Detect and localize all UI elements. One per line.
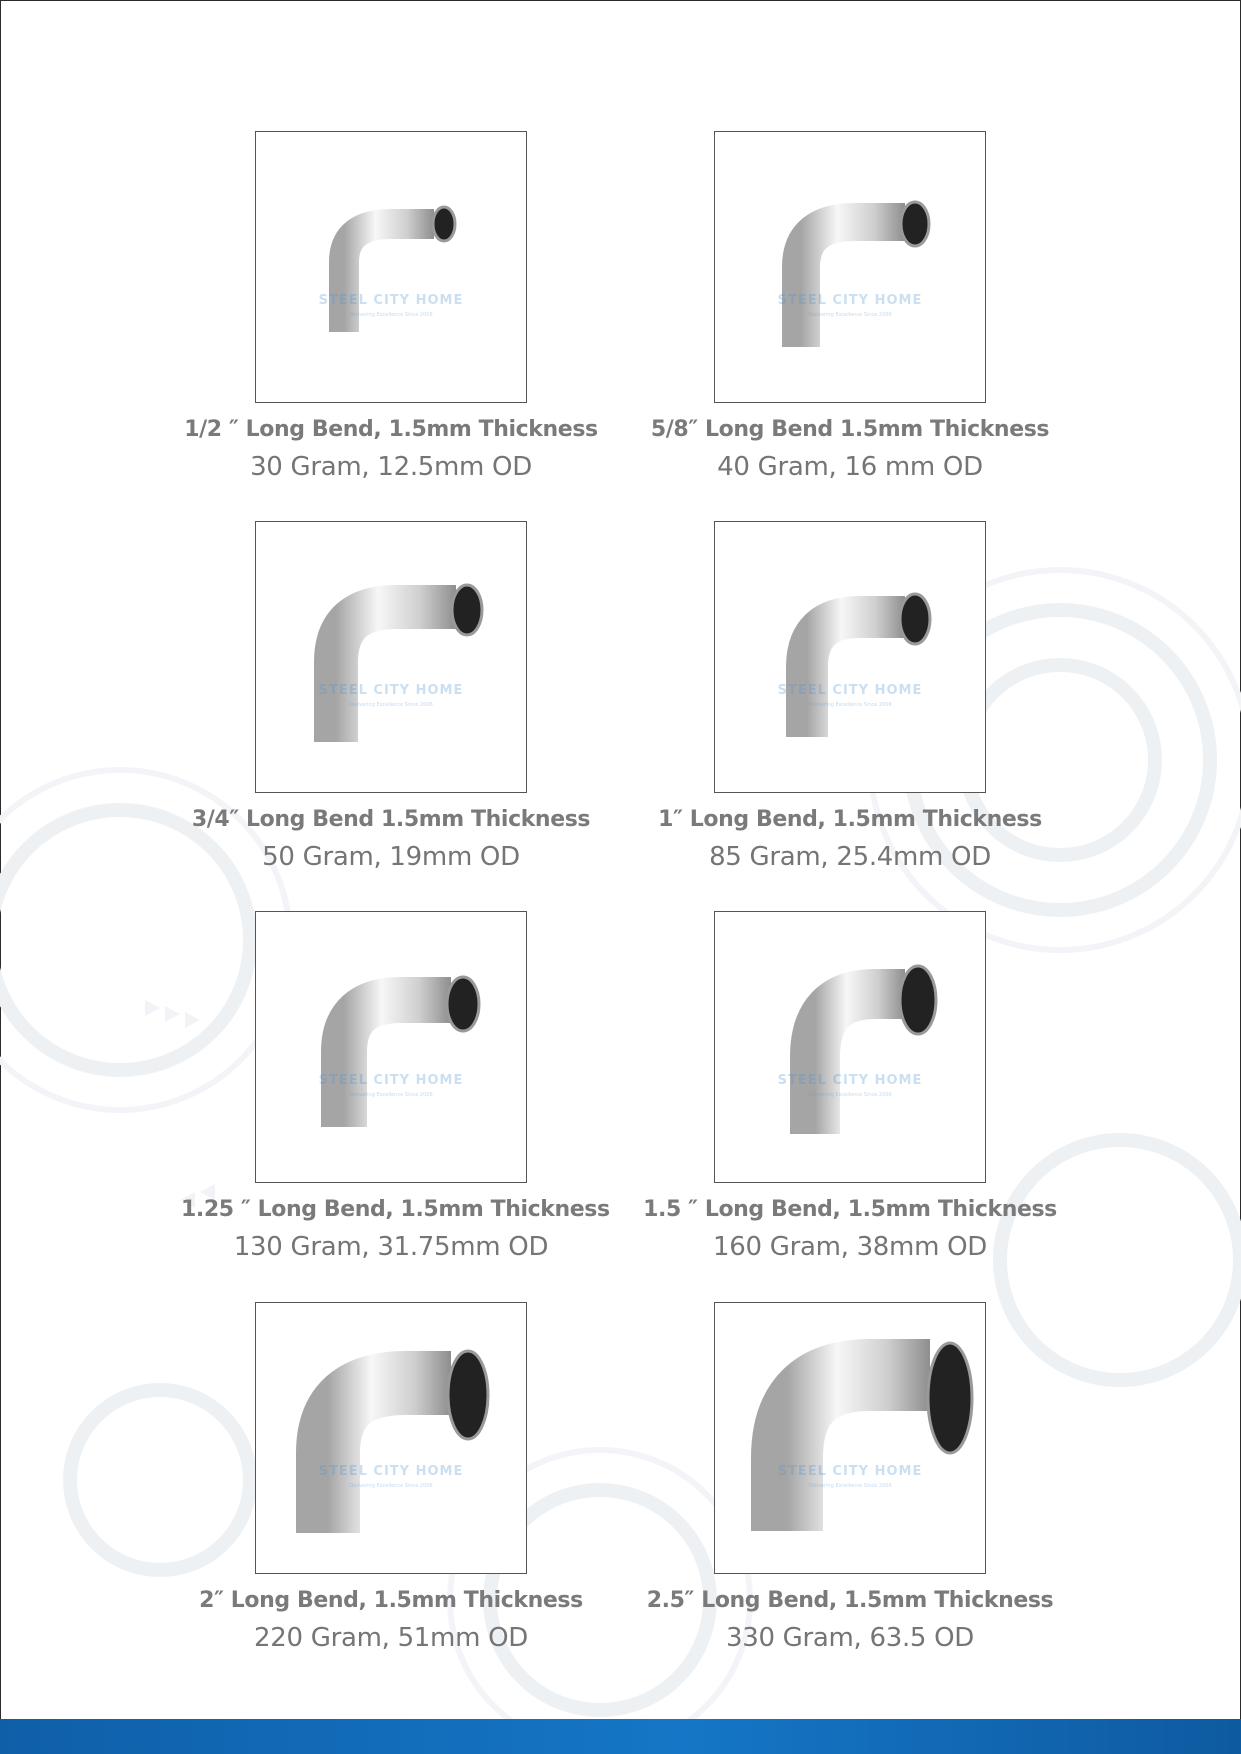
watermark-brand: STEEL CITY HOME (777, 683, 923, 698)
watermark-brand: STEEL CITY HOME (777, 1464, 923, 1479)
watermark-brand: STEEL CITY HOME (777, 293, 923, 308)
product-photo (255, 131, 527, 403)
product-card (640, 911, 1060, 1262)
pipe-elbow-icon (256, 912, 526, 1182)
watermark-tagline: Delivering Excellence Since 2006 (808, 1092, 892, 1098)
product-photo (714, 911, 986, 1183)
product-spec: 220 Gram, 51mm OD (254, 1623, 528, 1653)
product-photo (714, 131, 986, 403)
product-spec: 160 Gram, 38mm OD (713, 1232, 987, 1262)
watermark-brand: STEEL CITY HOME (318, 1073, 464, 1088)
watermark-brand: STEEL CITY HOME (318, 1464, 464, 1479)
product-card (181, 521, 601, 872)
product-photo (255, 911, 527, 1183)
product-card (640, 1302, 1060, 1653)
watermark-tagline: Delivering Excellence Since 2006 (349, 312, 433, 318)
pipe-elbow-icon (256, 522, 526, 792)
watermark-tagline: Delivering Excellence Since 2006 (349, 1483, 433, 1489)
product-title: 1.25 ″ Long Bend, 1.5mm Thickness (181, 1197, 610, 1222)
watermark-tagline: Delivering Excellence Since 2006 (349, 1092, 433, 1098)
watermark-brand: STEEL CITY HOME (777, 1073, 923, 1088)
watermark-tagline: Delivering Excellence Since 2006 (808, 312, 892, 318)
pipe-elbow-icon (256, 1303, 526, 1573)
footer-bar (0, 1719, 1241, 1754)
product-spec: 130 Gram, 31.75mm OD (233, 1232, 549, 1262)
pipe-elbow-icon (715, 912, 985, 1182)
product-spec: 40 Gram, 16 mm OD (717, 452, 983, 482)
product-spec: 330 Gram, 63.5 OD (725, 1623, 975, 1653)
product-photo (255, 521, 527, 793)
product-spec: 30 Gram, 12.5mm OD (250, 452, 532, 482)
watermark-tagline: Delivering Excellence Since 2006 (808, 702, 892, 708)
pipe-elbow-icon (715, 132, 985, 402)
product-title: 1.5 ″ Long Bend, 1.5mm Thickness (643, 1197, 1057, 1222)
product-photo (255, 1302, 527, 1574)
pipe-elbow-icon (715, 522, 985, 792)
watermark-brand: STEEL CITY HOME (318, 293, 464, 308)
pipe-elbow-icon (256, 132, 526, 402)
product-spec: 85 Gram, 25.4mm OD (709, 842, 991, 872)
product-card (640, 131, 1060, 482)
watermark-tagline: Delivering Excellence Since 2006 (808, 1483, 892, 1489)
product-spec: 50 Gram, 19mm OD (262, 842, 520, 872)
watermark-brand: STEEL CITY HOME (318, 683, 464, 698)
product-photo (714, 1302, 986, 1574)
product-title: 1″ Long Bend, 1.5mm Thickness (658, 807, 1042, 832)
product-title: 3/4″ Long Bend 1.5mm Thickness (191, 807, 591, 832)
product-card (181, 911, 610, 1262)
watermark-tagline: Delivering Excellence Since 2006 (349, 702, 433, 708)
product-title: 2″ Long Bend, 1.5mm Thickness (199, 1588, 583, 1613)
product-card (181, 1302, 601, 1653)
product-card (640, 521, 1060, 872)
product-card (181, 131, 601, 482)
product-photo (714, 521, 986, 793)
product-title: 5/8″ Long Bend 1.5mm Thickness (650, 417, 1050, 442)
product-title: 1/2 ″ Long Bend, 1.5mm Thickness (184, 417, 598, 442)
pipe-elbow-icon (715, 1303, 985, 1573)
product-title: 2.5″ Long Bend, 1.5mm Thickness (646, 1588, 1054, 1613)
